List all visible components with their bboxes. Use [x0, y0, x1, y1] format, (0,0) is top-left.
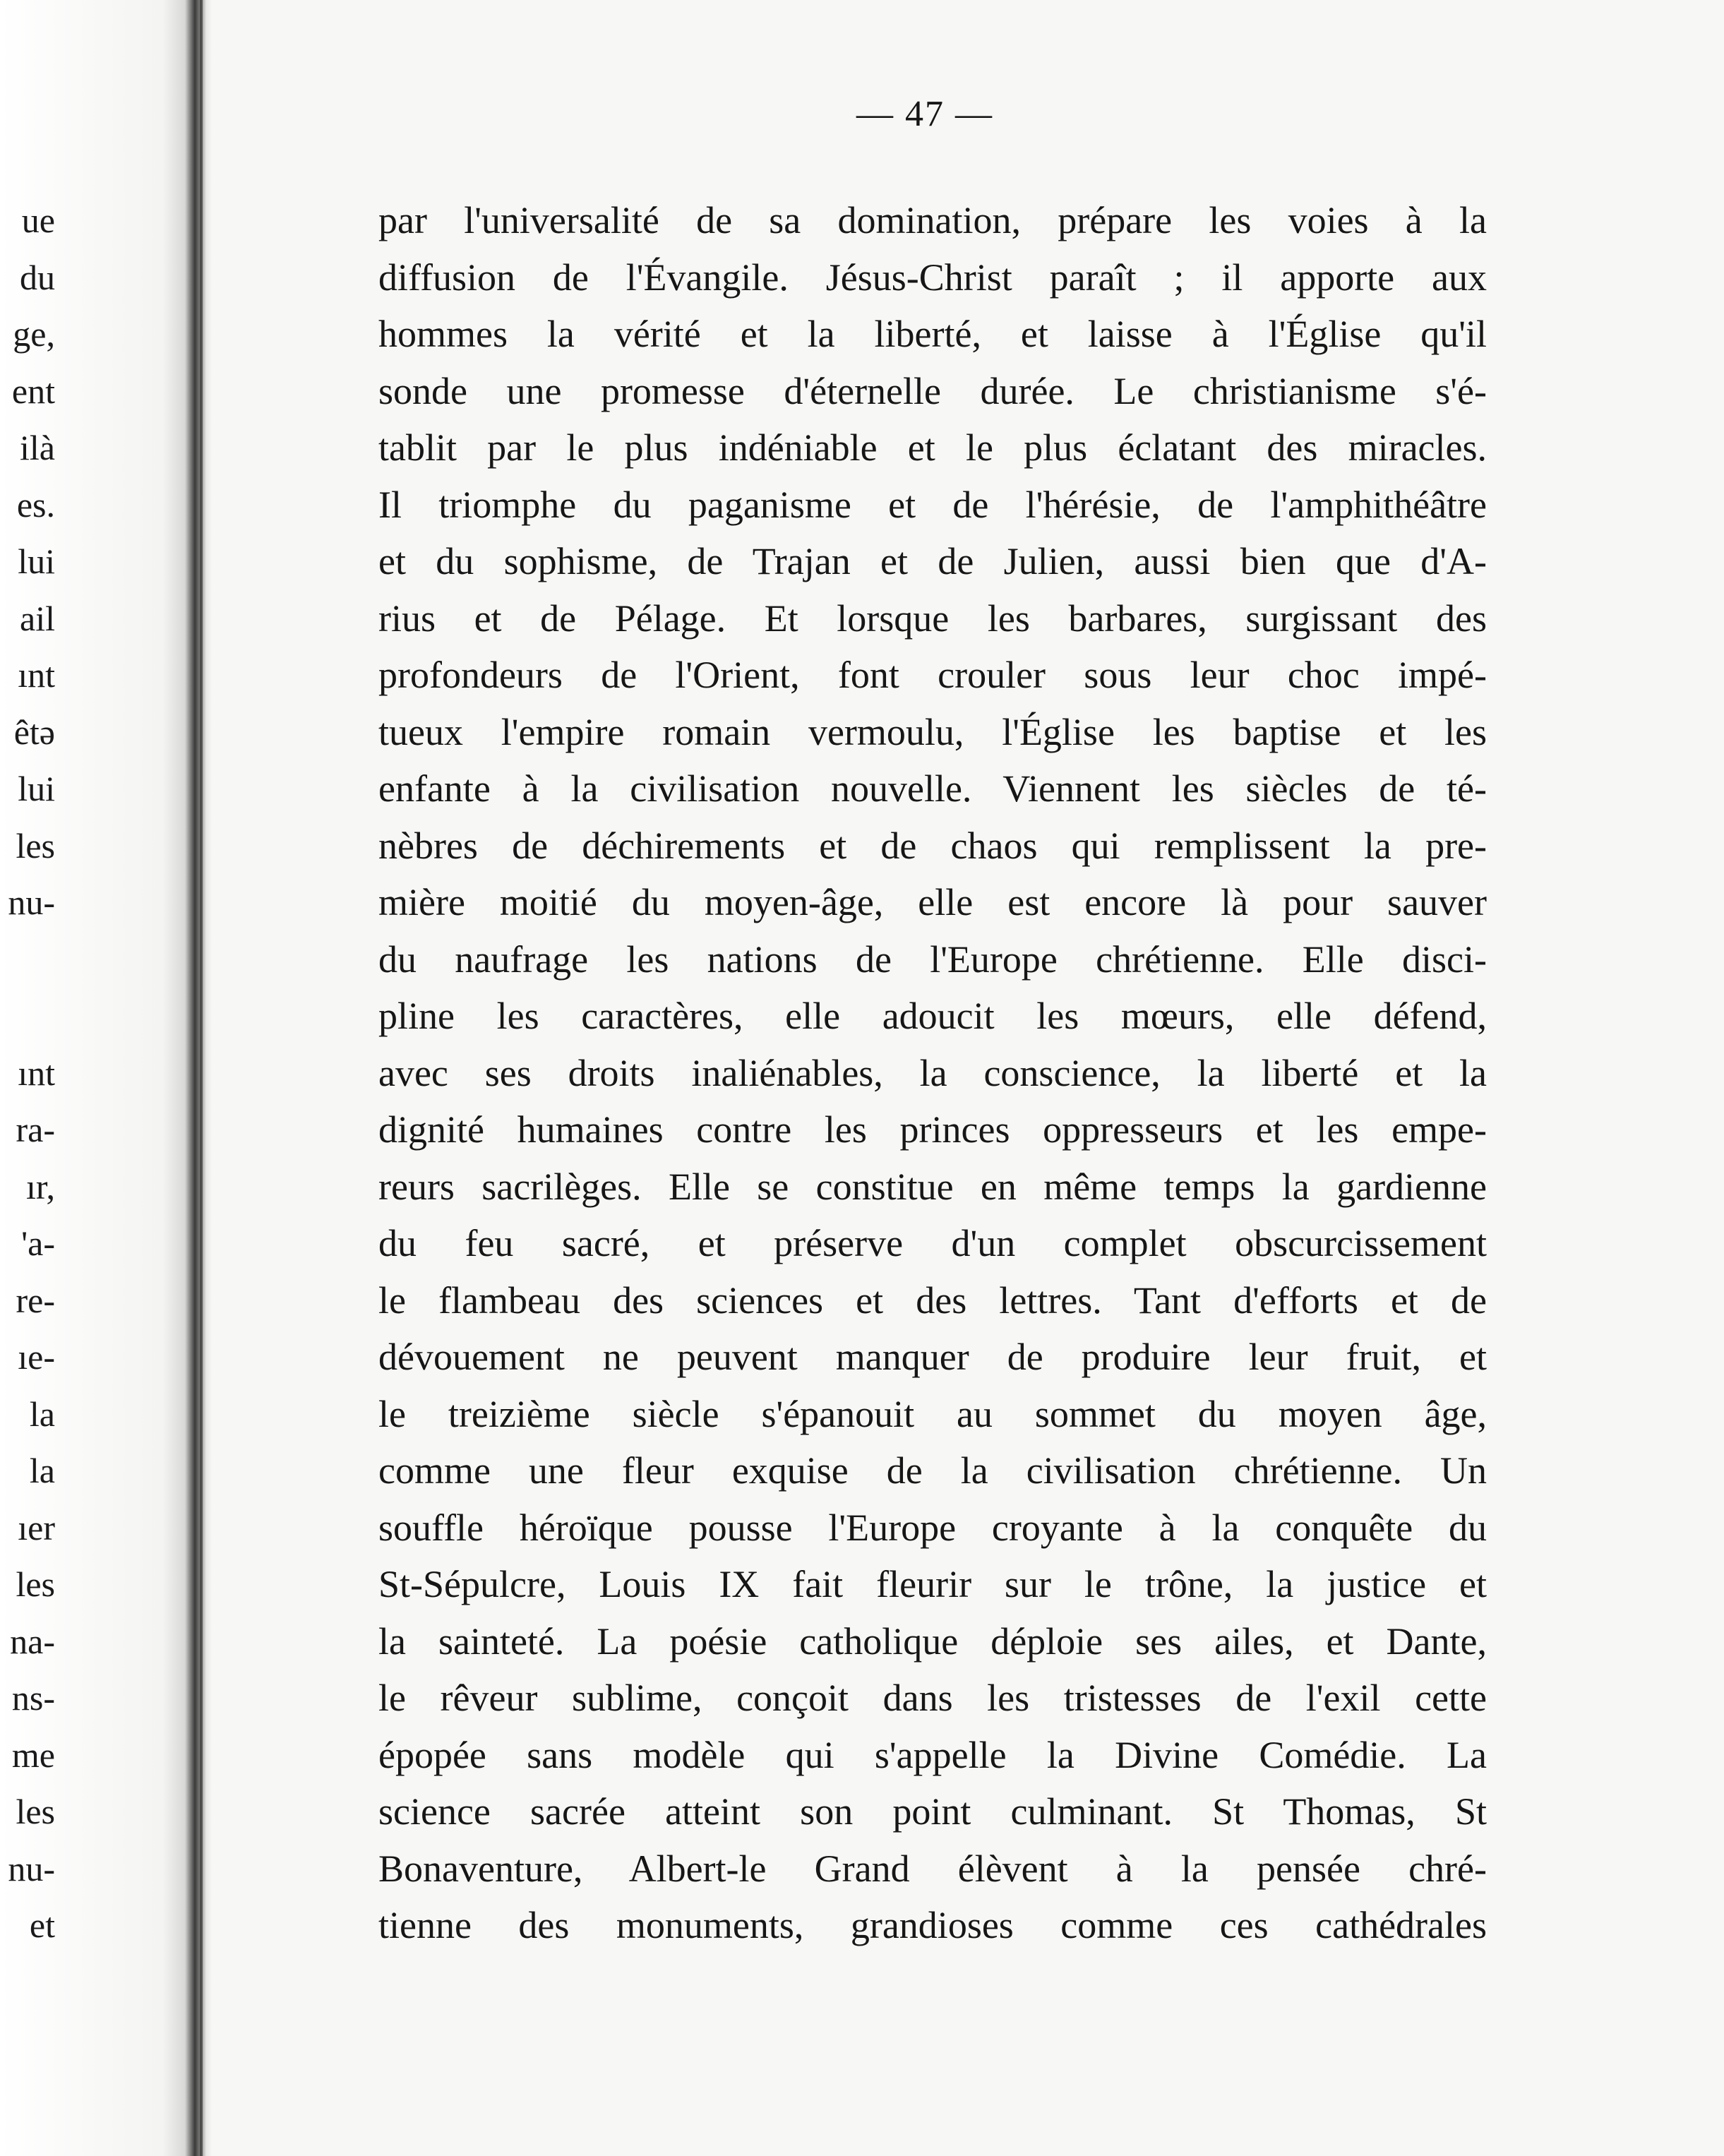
left-page-fragment: du	[20, 257, 55, 297]
text-line: et du sophisme, de Trajan et de Julien, aussi bien que d'A-	[378, 540, 1487, 582]
text-line: St-Sépulcre, Louis IX fait fleurir sur le trône, la justice et	[378, 1563, 1487, 1605]
left-page-fragment: nu-	[8, 1848, 55, 1888]
left-page-fragment: la	[29, 1451, 55, 1490]
text-line: le treizième siècle s'épanouit au sommet du moyen âge,	[378, 1392, 1487, 1435]
text-line: épopée sans modèle qui s'appelle la Divine Comédie. La	[378, 1733, 1487, 1776]
left-page-fragment: ge,	[13, 314, 55, 354]
left-page-fragment: es.	[16, 484, 55, 525]
left-page-fragment: ail	[20, 598, 55, 638]
left-page-fragment: ent	[11, 371, 55, 411]
left-page-fragment: ır,	[25, 1166, 55, 1206]
body-text	[378, 192, 1487, 1954]
left-page-fragment: me	[11, 1735, 55, 1775]
left-page-fragment: êtə	[13, 712, 55, 752]
left-page-fragment: lui	[18, 769, 55, 808]
left-page-fragments	[0, 192, 55, 1954]
text-line: profondeurs de l'Orient, font crouler sous leur choc impé-	[378, 654, 1487, 696]
page-edge-line	[200, 0, 203, 2156]
text-line: diffusion de l'Évangile. Jésus-Christ paraît ; il apporte aux	[378, 256, 1487, 299]
text-line: du feu sacré, et préserve d'un complet obscurcissement	[378, 1222, 1487, 1264]
text-line: nèbres de déchirements et de chaos qui remplissent la pre-	[378, 824, 1487, 867]
text-line: tablit par le plus indéniable et le plus éclatant des miracles.	[378, 426, 1487, 469]
text-line: tienne des monuments, grandioses comme ces cathédrales	[378, 1904, 1487, 1946]
left-page-fragment: ınt	[18, 1053, 55, 1093]
text-line: tueux l'empire romain vermoulu, l'Église les baptise et les	[378, 710, 1487, 753]
left-page-fragment: ra-	[16, 1110, 55, 1149]
text-line: par l'universalité de sa domination, prépare les voies à la	[378, 199, 1487, 241]
left-page-fragment: ue	[21, 200, 55, 240]
left-page-fragment: nu-	[8, 882, 55, 922]
left-page-fragment: la	[29, 1394, 55, 1434]
left-page-fragment: et	[29, 1905, 55, 1945]
text-line: enfante à la civilisation nouvelle. Viennent les siècles de té-	[378, 767, 1487, 810]
left-page-fragment: les	[16, 825, 55, 866]
text-line: avec ses droits inaliénables, la conscience, la liberté et la	[378, 1051, 1487, 1094]
left-page-fragment: lui	[18, 541, 55, 581]
text-line: dévouement ne peuvent manquer de produire leur fruit, et	[378, 1336, 1487, 1378]
text-line: pline les caractères, elle adoucit les mœurs, elle défend,	[378, 995, 1487, 1037]
left-page-fragment: ns-	[11, 1678, 55, 1718]
text-line: le flambeau des sciences et des lettres. Tant d'efforts et de	[378, 1278, 1487, 1322]
text-line: hommes la vérité et la liberté, et laisse à l'Église qu'il	[378, 313, 1487, 355]
left-page-fragment: ilà	[20, 428, 55, 467]
text-line: dignité humaines contre les princes oppresseurs et les empe-	[378, 1108, 1487, 1151]
left-page-fragment: ınt	[18, 655, 55, 695]
text-line: souffle héroïque pousse l'Europe croyante à la conquête du	[378, 1506, 1487, 1549]
left-page-fragment: ıe-	[18, 1337, 55, 1377]
paragraph-gap	[0, 931, 55, 1045]
page-number: — 47 —	[856, 94, 993, 134]
text-line: Il triomphe du paganisme et de l'hérésie, de l'amphithéâtre	[378, 483, 1487, 526]
text-line: rius et de Pélage. Et lorsque les barbares, surgissant des	[378, 597, 1487, 640]
left-page-fragment: na-	[10, 1621, 55, 1661]
left-page-fragment: 'a-	[21, 1223, 55, 1263]
text-line: comme une fleur exquise de la civilisation chrétienne. Un	[378, 1449, 1487, 1492]
left-page-fragment: les	[16, 1792, 55, 1831]
left-page-fragment: les	[16, 1564, 55, 1604]
text-line: Bonaventure, Albert-le Grand élèvent à la pensée chré-	[378, 1847, 1487, 1890]
text-line: science sacrée atteint son point culminant. St Thomas, St	[378, 1790, 1487, 1833]
text-line: sonde une promesse d'éternelle durée. Le christianisme s'é-	[378, 369, 1487, 412]
text-line: mière moitié du moyen-âge, elle est encore là pour sauver	[378, 881, 1487, 923]
text-line: la sainteté. La poésie catholique déploie ses ailes, et Dante,	[378, 1619, 1487, 1663]
text-line: du naufrage les nations de l'Europe chrétienne. Elle disci-	[378, 938, 1487, 981]
left-page-fragment: re-	[16, 1280, 55, 1320]
text-line: le rêveur sublime, conçoit dans les tristesses de l'exil cette	[378, 1677, 1487, 1719]
left-page-fragment: ıer	[18, 1507, 55, 1547]
text-line: reurs sacrilèges. Elle se constitue en même temps la gardienne	[378, 1165, 1487, 1208]
